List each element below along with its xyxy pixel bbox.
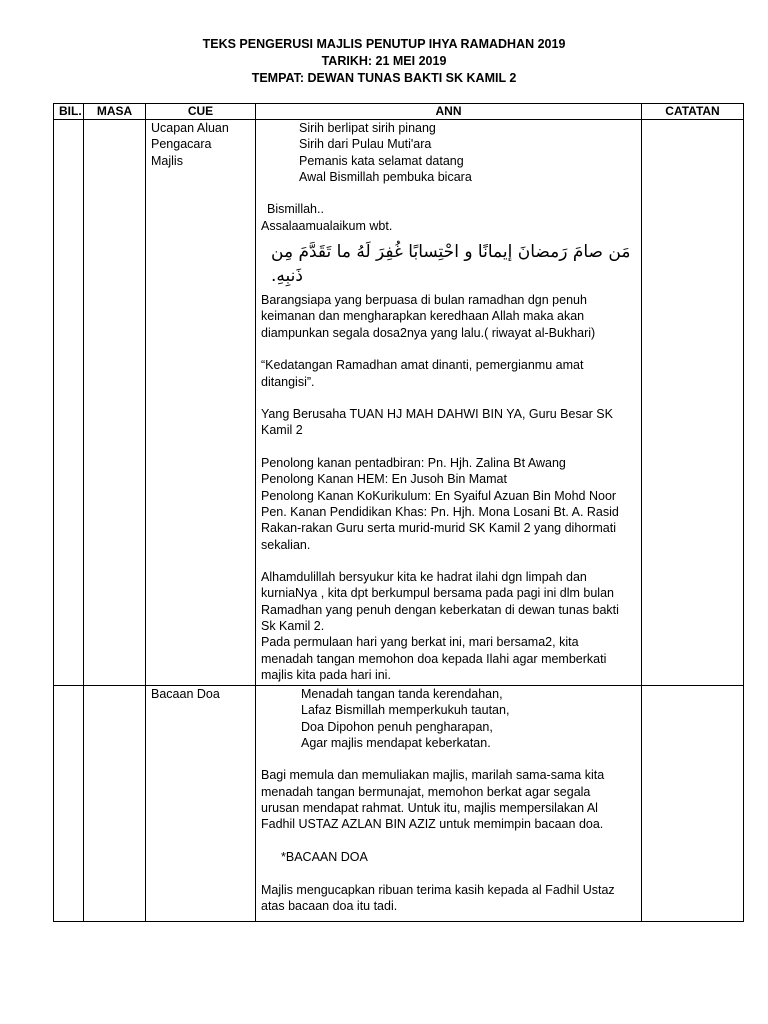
column-header-bil: BIL. [54,104,84,120]
pantun-line: Pemanis kata selamat datang [299,153,464,168]
translation-line: Barangsiapa yang berpuasa di bulan ramadhan dgn penuh [261,293,587,308]
alhamdulillah-line: majlis kita pada hari ini. [261,667,391,682]
invite-line: Fadhil USTAZ AZLAN BIN AZIZ untuk memimpin bacaan doa. [261,817,604,832]
quote-line: ditangisi”. [261,374,315,389]
cell-ann [256,120,642,686]
penolong-line: Penolong Kanan HEM: En Jusoh Bin Mamat [261,472,507,487]
thanks-line: atas bacaan doa itu tadi. [261,898,398,913]
cell-catatan [642,686,744,922]
translation-line: diampunkan segala dosa2nya yang lalu.( riwayat al-Bukhari) [261,325,596,340]
cue-line: Majlis [151,153,183,168]
alhamdulillah-line: kurniaNya , kita dpt berkumpul bersama pada pagi ini dlm bulan [261,586,614,601]
pantun-line: Menadah tangan tanda kerendahan, [301,687,503,701]
pantun-line: Lafaz Bismillah memperkukuh tautan, [301,703,510,718]
invite-line: menadah tangan bermunajat, memohon berkat agar segala [261,784,591,799]
guru-besar-line: Yang Berusaha TUAN HJ MAH DAHWI BIN YA, Guru Besar SK [261,407,613,422]
translation-line: keimanan dan mengharapkan keredhaan Allah maka akan [261,309,585,324]
alhamdulillah-line: Alhamdulillah bersyukur kita ke hadrat ilahi dgn limpah dan [261,570,587,585]
document-date: TARIKH: 21 MEI 2019 [321,54,447,68]
document-venue: TEMPAT: DEWAN TUNAS BAKTI SK KAMIL 2 [251,71,517,85]
alhamdulillah-line: Pada permulaan hari yang berkat ini, mari bersama2, kita [261,635,579,650]
column-header-cue: CUE [146,104,256,120]
document-title: TEKS PENGERUSI MAJLIS PENUTUP IHYA RAMADHAN 2019 [202,37,566,51]
hadith-arabic: مَن صامَ رَمضانَ إيمانًا و احْتِسابًا غُفِرَ لَهُ ما تَقَدَّمَ مِن ذَنبِهِ. [271,242,631,287]
pantun-line: Awal Bismillah pembuka bicara [299,169,472,184]
cue-line: Bacaan Doa [151,687,220,701]
pantun-line: Doa Dipohon penuh pengharapan, [301,719,493,734]
penolong-line: Penolong kanan pentadbiran: Pn. Hjh. Zalina Bt Awang [261,456,566,471]
pantun-line: Agar majlis mendapat keberkatan. [301,735,491,750]
alhamdulillah-line: Sk Kamil 2. [261,619,325,634]
alhamdulillah-line: Ramadhan yang penuh dengan keberkatan di dewan tunas bakti [261,602,619,617]
cell-cue [146,686,256,922]
penolong-line: sekalian. [261,537,311,552]
cell-cue [146,120,256,686]
table-row [54,686,744,922]
pantun-line: Sirih berlipat sirih pinang [299,121,436,135]
cell-ann [256,686,642,922]
script-table [53,103,744,922]
cell-masa [84,120,146,686]
pantun-line: Sirih dari Pulau Muti'ara [299,137,432,152]
cell-masa [84,686,146,922]
alhamdulillah-line: menadah tangan memohon doa kepada Ilahi agar memberkati [261,651,607,666]
salam-text: Assalaamualaikum wbt. [261,218,393,233]
guru-besar-line: Kamil 2 [261,423,303,438]
table-header-row [54,104,744,120]
column-header-catatan: CATATAN [642,104,744,120]
penolong-line: Pen. Kanan Pendidikan Khas: Pn. Hjh. Mona Losani Bt. A. Rasid [261,504,619,519]
thanks-line: Majlis mengucapkan ribuan terima kasih kepada al Fadhil Ustaz [261,882,615,897]
cell-bil [54,686,84,922]
cue-line: Ucapan Aluan [151,121,229,135]
penolong-line: Penolong Kanan KoKurikulum: En Syaiful Azuan Bin Mohd Noor [261,488,617,503]
invite-line: Bagi memula dan memuliakan majlis, marilah sama-sama kita [261,768,605,783]
table-row [54,120,744,686]
column-header-ann: ANN [256,104,642,120]
bismillah-text: Bismillah.. [267,202,324,217]
penolong-line: Rakan-rakan Guru serta murid-murid SK Kamil 2 yang dihormati [261,521,616,536]
cell-catatan [642,120,744,686]
bacaan-doa-label: *BACAAN DOA [281,849,368,864]
quote-line: “Kedatangan Ramadhan amat dinanti, pemergianmu amat [261,358,584,373]
cue-line: Pengacara [151,137,212,152]
invite-line: urusan mendapat rahmat. Untuk itu, majlis mempersilakan Al [261,801,598,816]
cell-bil [54,120,84,686]
column-header-masa: MASA [84,104,146,120]
